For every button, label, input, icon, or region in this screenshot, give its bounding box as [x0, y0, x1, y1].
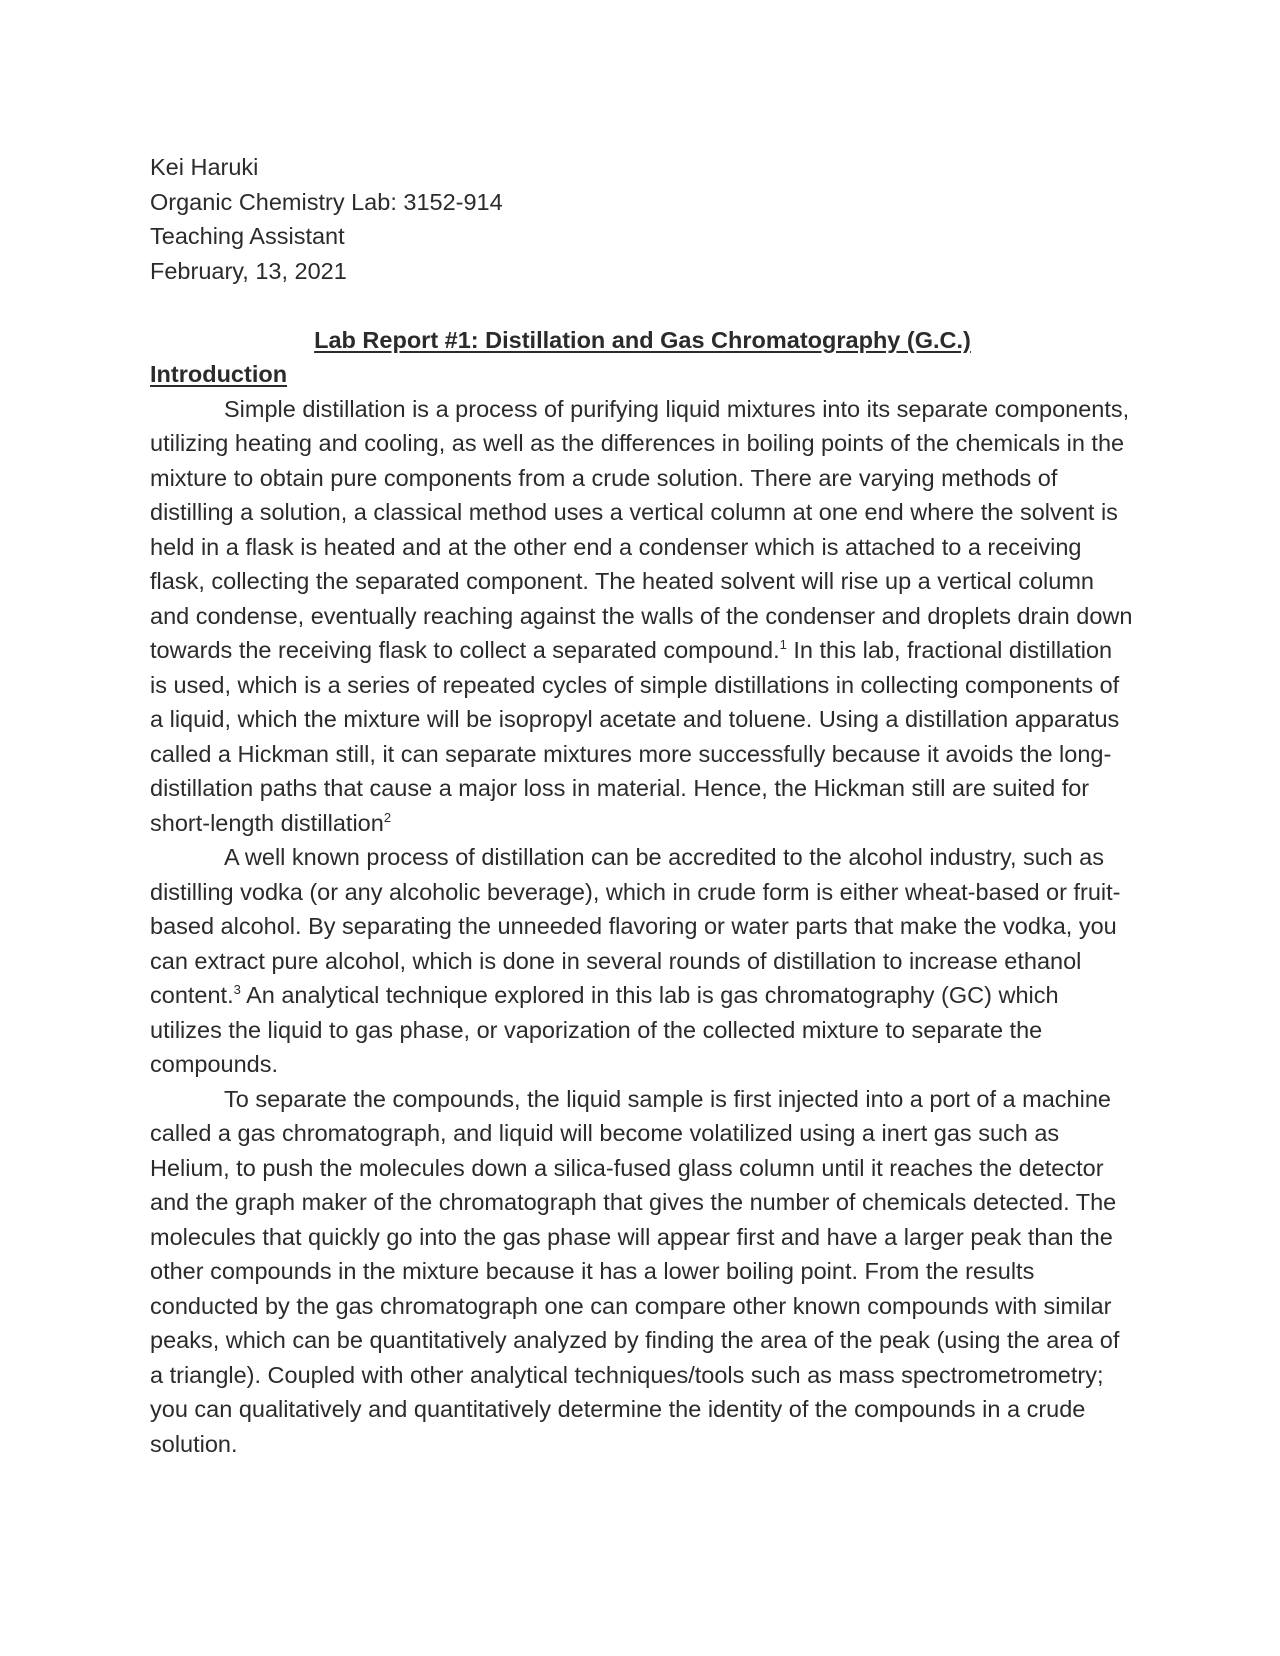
spacer	[150, 288, 1135, 323]
report-title: Lab Report #1: Distillation and Gas Chromatography (G.C.)	[314, 326, 971, 353]
paragraph-1-text-a: Simple distillation is a process of purifying liquid mixtures into its separate components, utilizing heating and cooling, as well as the differences in boiling points of the chemicals in the mixture to obtain pure components from a crude solution. There are varying methods of distilling a solution, a classical method uses a vertical column at one end where the solvent is held in a flask is heated and at the other end a condenser which is attached to a receiving flask, collecting the separated component. The heated solvent will rise up a vertical column and condense, eventually reaching against the walls of the condenser and droplets drain down towards the receiving flask to collect a separated compound.	[150, 395, 1133, 663]
paragraph-1	[150, 392, 1135, 841]
instructor-line: Teaching Assistant	[150, 223, 345, 249]
course-line: Organic Chemistry Lab: 3152-914	[150, 188, 503, 215]
introduction-heading-row	[150, 357, 1135, 392]
paragraph-3	[150, 1082, 1135, 1462]
footnote-ref-2: 2	[383, 809, 392, 825]
header-block	[150, 150, 1135, 288]
paragraph-3-text: To separate the compounds, the liquid sample is first injected into a port of a machine called a gas chromatograph, and liquid will become volatilized using a inert gas such as Helium, to push the molecules down a silica-fused glass column until it reaches the detector and the graph maker of the chromatograph that gives the number of chemicals detected. The molecules that quickly go into the gas phase will appear first and have a larger peak than the other compounds in the mixture because it has a lower boiling point. From the results conducted by the gas chromatograph one can compare other known compounds with similar peaks, which can be quantitatively analyzed by finding the area of the peak (using the area of a triangle). Coupled with other analytical techniques/tools such as mass spectrometrometry; you can qualitatively and quantitatively determine the identity of the compounds in a crude solution.	[150, 1085, 1120, 1457]
paragraph-2	[150, 840, 1135, 1082]
paragraph-1-text-b: In this lab, fractional distillation is used, which is a series of repeated cycles of simple distillations in collecting components of a liquid, which the mixture will be isopropyl acetate and toluene. Using a distillation apparatus called a Hickman still, it can separate mixtures more successfully because it avoids the long-distillation paths that cause a major loss in material. Hence, the Hickman still are suited for short-length distillation	[150, 637, 1120, 836]
paragraph-2-text-b: An analytical technique explored in this lab is gas chromatography (GC) which utilizes the liquid to gas phase, or vaporization of the collected mixture to separate the compounds.	[150, 982, 1059, 1077]
footnote-ref-1: 1	[779, 637, 787, 652]
date-line: February, 13, 2021	[150, 257, 347, 284]
footnote-ref-3: 3	[233, 982, 241, 997]
document-page	[150, 150, 1135, 1461]
paragraph-2-text-a: A well known process of distillation can be accredited to the alcohol industry, such as distilling vodka (or any alcoholic beverage), which in crude form is either wheat-based or fruit-based alcohol. By separating the unneeded flavoring or water parts that make the vodka, you can extract pure alcohol, which is done in several rounds of distillation to increase ethanol content.	[150, 844, 1121, 1008]
section-heading: Introduction	[150, 361, 288, 387]
author-name: Kei Haruki	[150, 154, 259, 180]
